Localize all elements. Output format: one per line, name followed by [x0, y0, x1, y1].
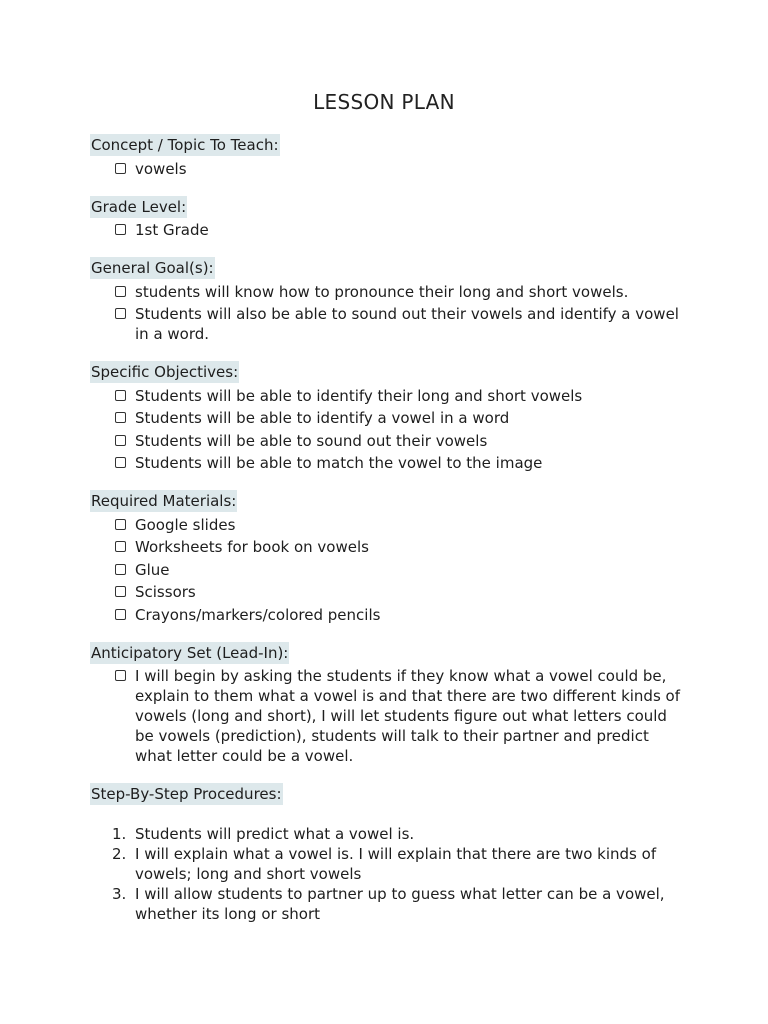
- checkbox[interactable]: [115, 412, 126, 423]
- section-materials: [90, 490, 690, 625]
- step-number: 1.: [112, 825, 127, 843]
- list-item-text: I will begin by asking the students if they know what a vowel could be, explain to them what a vowel is and that there are two different kinds of vowels (long and short), I will let students figure out what letters could be vowels (prediction), students will talk to their partner and predict what letter could be a vowel.: [135, 667, 680, 765]
- section-objectives: [90, 361, 690, 473]
- checkbox[interactable]: [115, 541, 126, 552]
- checklist: [90, 282, 690, 345]
- list-item: [90, 884, 690, 924]
- step-text: I will allow students to partner up to guess what letter can be a vowel, whether its long or short: [135, 885, 665, 923]
- list-item: [90, 431, 690, 451]
- checkbox[interactable]: [115, 308, 126, 319]
- list-item-text: Students will be able to identify their long and short vowels: [135, 386, 583, 405]
- list-item-text: Students will be able to sound out their vowels: [135, 431, 488, 450]
- list-item: [90, 159, 690, 179]
- section-procedures: [90, 783, 690, 924]
- list-item-text: vowels: [135, 159, 187, 178]
- list-item: [90, 824, 690, 844]
- list-item: [90, 282, 690, 302]
- list-item-text: Students will be able to match the vowel to the image: [135, 454, 543, 472]
- list-item-text: Worksheets for book on vowels: [135, 538, 369, 556]
- list-item: [90, 386, 690, 406]
- section-heading: Required Materials:: [91, 492, 237, 510]
- section-heading: Step-By-Step Procedures:: [91, 785, 282, 803]
- checkbox[interactable]: [115, 286, 126, 297]
- section-heading: Specific Objectives:: [91, 363, 239, 381]
- checkbox[interactable]: [115, 224, 126, 235]
- numbered-list: [90, 824, 690, 924]
- checkbox[interactable]: [115, 435, 126, 446]
- step-number: 3.: [112, 885, 127, 903]
- list-item: [90, 304, 690, 344]
- page-title: LESSON PLAN: [313, 90, 455, 114]
- list-item-text: 1st Grade: [135, 221, 209, 239]
- list-item-text: students will know how to pronounce their long and short vowels.: [135, 282, 629, 301]
- list-item: [90, 408, 690, 428]
- document-content: [90, 134, 690, 941]
- list-item-text: Students will also be able to sound out their vowels and identify a vowel in a word.: [135, 305, 679, 343]
- checkbox[interactable]: [115, 163, 126, 174]
- list-item: [90, 220, 690, 240]
- checkbox[interactable]: [115, 609, 126, 620]
- step-text: Students will predict what a vowel is.: [135, 825, 415, 843]
- list-item: [90, 605, 690, 625]
- checklist: [90, 515, 690, 625]
- section-concept: [90, 134, 690, 179]
- list-item-text: Scissors: [135, 583, 196, 601]
- list-item: [90, 582, 690, 602]
- step-text: I will explain what a vowel is. I will explain that there are two kinds of vowels; long and short vowels: [135, 845, 657, 883]
- section-anticipatory: [90, 642, 690, 767]
- list-item-text: Glue: [135, 560, 170, 579]
- checkbox[interactable]: [115, 457, 126, 468]
- step-number: 2.: [112, 845, 127, 863]
- checklist: [90, 386, 690, 474]
- checkbox[interactable]: [115, 519, 126, 530]
- checkbox[interactable]: [115, 670, 126, 681]
- section-goals: [90, 257, 690, 344]
- list-item-text: Crayons/markers/colored pencils: [135, 605, 381, 624]
- list-item: [90, 666, 690, 766]
- checklist: [90, 220, 690, 240]
- section-heading: Grade Level:: [91, 197, 187, 216]
- list-item: [90, 844, 690, 884]
- checkbox[interactable]: [115, 390, 126, 401]
- section-heading: General Goal(s):: [91, 259, 214, 277]
- list-item-text: Google slides: [135, 515, 236, 534]
- list-item: [90, 515, 690, 535]
- checklist: [90, 159, 690, 179]
- section-grade: [90, 196, 690, 241]
- list-item: [90, 537, 690, 557]
- section-heading: Concept / Topic To Teach:: [91, 136, 279, 154]
- checklist: [90, 666, 690, 766]
- checkbox[interactable]: [115, 586, 126, 597]
- list-item: [90, 453, 690, 473]
- list-item-text: Students will be able to identify a vowel in a word: [135, 409, 510, 427]
- section-heading: Anticipatory Set (Lead-In):: [91, 643, 289, 662]
- checkbox[interactable]: [115, 564, 126, 575]
- list-item: [90, 560, 690, 580]
